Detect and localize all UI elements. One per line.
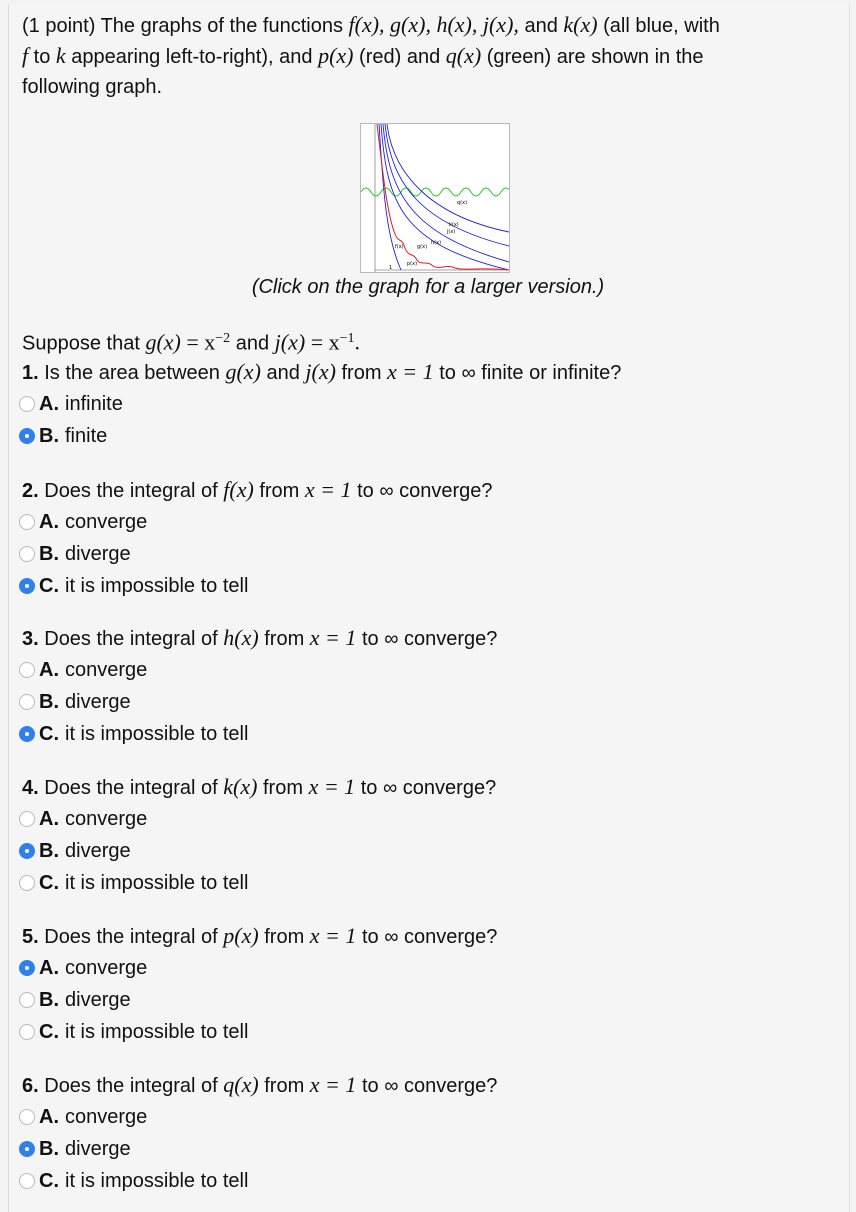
- option-text: diverge: [65, 989, 131, 1011]
- intro-text: (red) and: [353, 46, 446, 68]
- option-text: diverge: [65, 840, 131, 862]
- question-title: [22, 475, 493, 506]
- question-text: Does the integral of: [38, 480, 224, 502]
- intro-function-k2: k: [55, 43, 66, 68]
- question-range: x = 1: [309, 1072, 357, 1097]
- option-c[interactable]: [19, 1165, 497, 1197]
- question-text: from: [258, 926, 310, 948]
- question-text: to ∞ converge?: [356, 628, 498, 650]
- graph-svg: [361, 124, 509, 272]
- radio-button-selected[interactable]: [19, 843, 35, 859]
- option-text: converge: [65, 659, 148, 681]
- question-text: from: [253, 480, 305, 502]
- radio-button-selected[interactable]: [19, 726, 35, 742]
- radio-button[interactable]: [19, 992, 35, 1008]
- suppose-exp2: −1: [339, 331, 355, 346]
- radio-button[interactable]: [19, 694, 35, 710]
- option-letter: A.: [39, 659, 59, 681]
- option-letter: C.: [39, 723, 59, 745]
- suppose-exp1: −2: [215, 331, 231, 346]
- option-letter: A.: [39, 1106, 59, 1128]
- option-letter: A.: [39, 393, 59, 415]
- intro-text: appearing left-to-right), and: [65, 46, 319, 68]
- label-h: h(x): [431, 240, 442, 246]
- question-fn: k(x): [223, 774, 258, 799]
- option-b[interactable]: [19, 835, 496, 867]
- radio-button[interactable]: [19, 1024, 35, 1040]
- option-text: infinite: [65, 393, 123, 415]
- suppose-statement: [22, 323, 360, 360]
- question-number: 5.: [22, 926, 39, 948]
- intro-function-q: q(x): [445, 43, 482, 68]
- option-letter: C.: [39, 575, 59, 597]
- question-number: 3.: [22, 628, 39, 650]
- option-a[interactable]: [19, 803, 496, 835]
- intro-text: following graph.: [22, 76, 163, 98]
- radio-button[interactable]: [19, 1109, 35, 1125]
- option-letter: C.: [39, 872, 59, 894]
- question-title: [22, 1070, 497, 1101]
- option-letter: A.: [39, 957, 59, 979]
- question-text: Is the area between: [38, 362, 226, 384]
- question-text: to ∞ converge?: [355, 777, 497, 799]
- intro-text: (1 point) The graphs of the functions: [22, 15, 349, 37]
- problem-intro: [22, 10, 822, 102]
- question-title: [22, 357, 621, 388]
- radio-button[interactable]: [19, 1173, 35, 1189]
- option-c[interactable]: [19, 867, 496, 899]
- question-range: x = 1: [304, 477, 352, 502]
- intro-text: to: [28, 46, 56, 68]
- graph-caption: (Click on the graph for a larger version.): [251, 276, 605, 298]
- radio-button-selected[interactable]: [19, 428, 35, 444]
- option-text: finite: [65, 425, 108, 447]
- option-text: diverge: [65, 1138, 131, 1160]
- suppose-j: j(x): [274, 329, 306, 355]
- radio-button[interactable]: [19, 546, 35, 562]
- option-letter: C.: [39, 1170, 59, 1192]
- radio-button[interactable]: [19, 514, 35, 530]
- function-graph-thumbnail[interactable]: [360, 123, 510, 273]
- question-number: 2.: [22, 480, 39, 502]
- radio-button-selected[interactable]: [19, 1141, 35, 1157]
- question-title: [22, 623, 497, 654]
- option-letter: B.: [39, 840, 59, 862]
- option-letter: B.: [39, 989, 59, 1011]
- intro-text: (green) are shown in the: [481, 46, 704, 68]
- question-range: x = 1: [308, 774, 356, 799]
- option-text: converge: [65, 957, 148, 979]
- option-c[interactable]: [19, 1016, 497, 1048]
- option-text: it is impossible to tell: [65, 1021, 249, 1043]
- label-q: q(x): [457, 200, 468, 206]
- question-fn: p(x): [223, 923, 259, 948]
- option-letter: A.: [39, 808, 59, 830]
- question-text: to ∞ converge?: [356, 926, 498, 948]
- question-range: x = 1: [309, 625, 357, 650]
- option-letter: B.: [39, 425, 59, 447]
- option-text: it is impossible to tell: [65, 575, 249, 597]
- question-title: [22, 772, 496, 803]
- option-text: it is impossible to tell: [65, 1170, 249, 1192]
- label-f: f(x): [395, 244, 404, 250]
- option-b[interactable]: [19, 538, 493, 570]
- question-4: [22, 772, 496, 899]
- question-text: to ∞ converge?: [351, 480, 493, 502]
- question-range: x = 1: [309, 923, 357, 948]
- radio-button[interactable]: [19, 396, 35, 412]
- question-number: 4.: [22, 777, 39, 799]
- question-number: 6.: [22, 1075, 39, 1097]
- option-text: converge: [65, 511, 148, 533]
- option-text: converge: [65, 1106, 148, 1128]
- option-text: diverge: [65, 691, 131, 713]
- question-text: to ∞ finite or infinite?: [433, 362, 622, 384]
- question-3: [22, 623, 497, 750]
- suppose-text: Suppose that: [22, 332, 146, 355]
- radio-button[interactable]: [19, 662, 35, 678]
- radio-button[interactable]: [19, 875, 35, 891]
- option-c[interactable]: [19, 718, 497, 750]
- radio-button[interactable]: [19, 811, 35, 827]
- label-j: j(x): [447, 229, 456, 235]
- option-letter: B.: [39, 543, 59, 565]
- intro-function-f: f: [22, 43, 29, 68]
- option-a[interactable]: [19, 654, 497, 686]
- intro-text: (all blue, with: [597, 15, 720, 37]
- option-letter: B.: [39, 691, 59, 713]
- question-text: from: [258, 628, 310, 650]
- option-text: converge: [65, 808, 148, 830]
- intro-function-p: p(x): [318, 43, 354, 68]
- question-text: and: [260, 362, 306, 384]
- suppose-g: g(x): [145, 329, 181, 355]
- label-g: g(x): [417, 244, 428, 250]
- option-b[interactable]: [19, 686, 497, 718]
- intro-text: and: [518, 15, 564, 37]
- question-text: from: [335, 362, 388, 384]
- question-5: [22, 921, 497, 1048]
- option-a[interactable]: [19, 952, 497, 984]
- option-a[interactable]: [19, 1101, 497, 1133]
- question-fn: j(x): [305, 359, 336, 384]
- option-text: diverge: [65, 543, 131, 565]
- suppose-eq1: = x: [180, 329, 216, 355]
- option-a[interactable]: [19, 388, 621, 420]
- option-text: it is impossible to tell: [65, 723, 249, 745]
- suppose-dot: .: [354, 329, 361, 355]
- option-text: it is impossible to tell: [65, 872, 249, 894]
- option-a[interactable]: [19, 506, 493, 538]
- question-text: Does the integral of: [38, 628, 224, 650]
- label-x-one: 1: [389, 265, 393, 271]
- option-letter: C.: [39, 1021, 59, 1043]
- option-b[interactable]: [19, 1133, 497, 1165]
- question-range: x = 1: [387, 359, 434, 384]
- question-number: 1.: [22, 362, 39, 384]
- suppose-eq2: = x: [305, 329, 340, 355]
- radio-button-selected[interactable]: [19, 960, 35, 976]
- question-6: [22, 1070, 497, 1197]
- question-text: Does the integral of: [38, 777, 224, 799]
- question-fn: q(x): [223, 1072, 259, 1097]
- curve-q: [361, 188, 509, 196]
- label-k: k(x): [449, 222, 459, 228]
- suppose-text: and: [230, 332, 275, 355]
- question-text: to ∞ converge?: [356, 1075, 498, 1097]
- intro-function-k: k(x): [563, 12, 598, 37]
- question-text: from: [258, 1075, 310, 1097]
- intro-functions: f(x), g(x), h(x), j(x),: [348, 12, 519, 37]
- option-letter: A.: [39, 511, 59, 533]
- question-2: [22, 475, 493, 602]
- option-b[interactable]: [19, 984, 497, 1016]
- option-b[interactable]: [19, 420, 621, 452]
- question-text: from: [257, 777, 309, 799]
- radio-button-selected[interactable]: [19, 578, 35, 594]
- label-p: p(x): [407, 261, 418, 267]
- question-text: Does the integral of: [38, 1075, 224, 1097]
- question-fn: f(x): [223, 477, 254, 502]
- question-title: [22, 921, 497, 952]
- question-fn: h(x): [223, 625, 259, 650]
- option-c[interactable]: [19, 570, 493, 602]
- question-text: Does the integral of: [38, 926, 224, 948]
- option-letter: B.: [39, 1138, 59, 1160]
- question-1: [22, 357, 621, 452]
- question-fn: g(x): [225, 359, 261, 384]
